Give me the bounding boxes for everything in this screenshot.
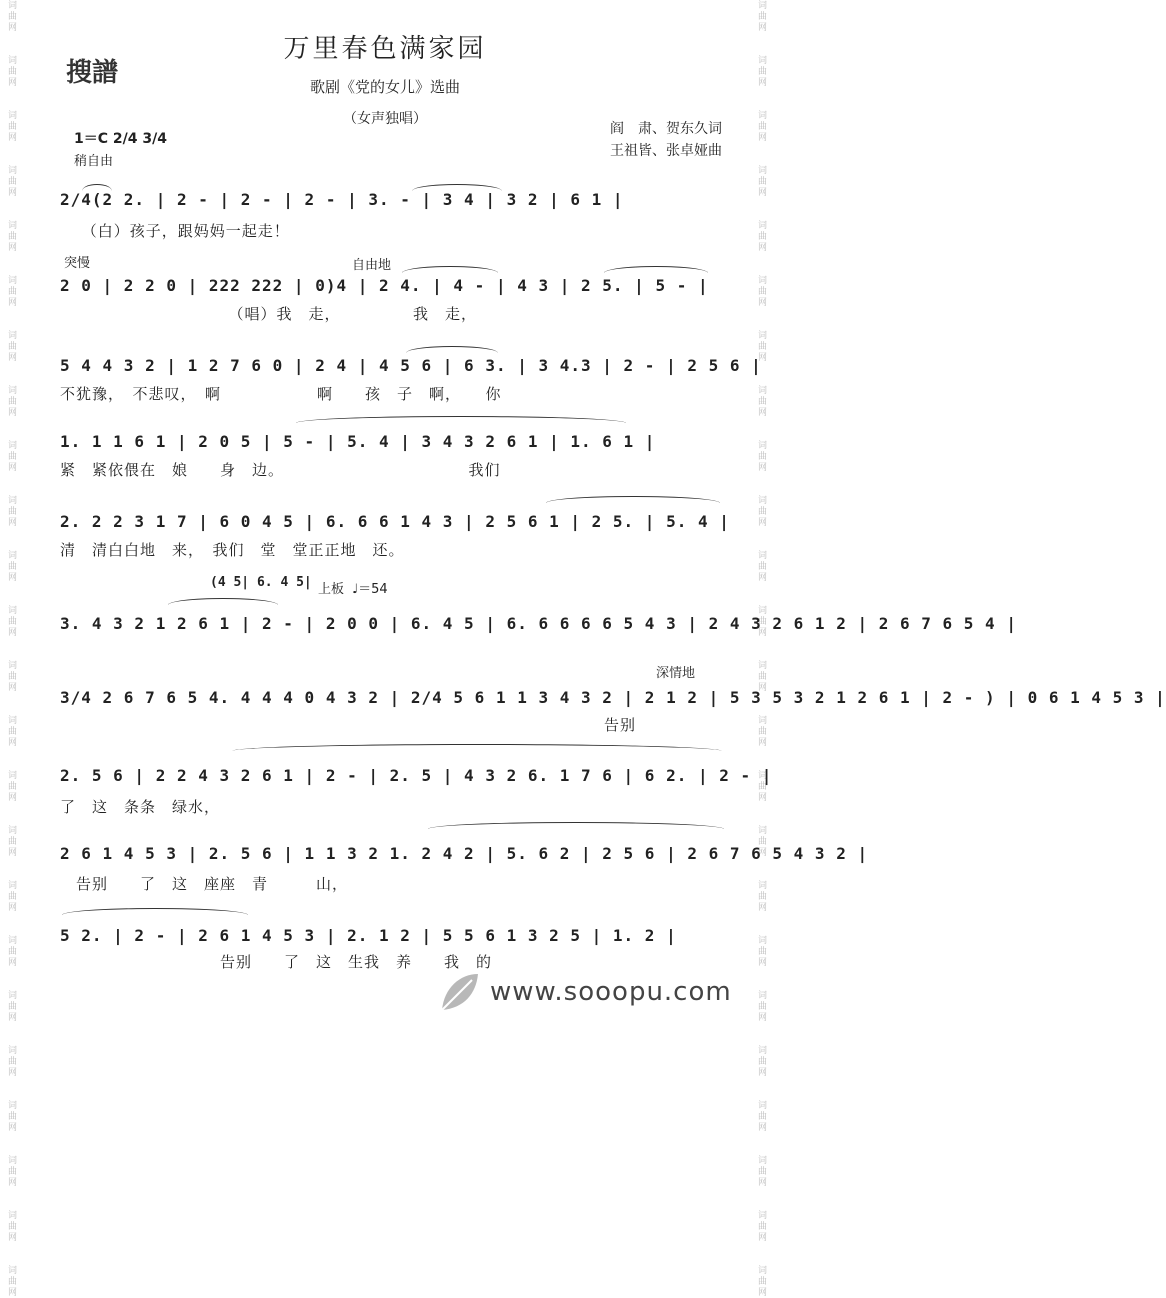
site-watermark — [438, 970, 732, 1014]
slur-mark — [546, 496, 720, 503]
score-row-8: 2. 5 6 | 2 2 4 3 2 6 1 | 2 - | 2. 5 | 4 3 2 6. 1 7 6 | 6 2. | 2 - | — [60, 766, 773, 785]
pre-notes: (4 5| 6. 4 5| — [210, 575, 312, 590]
slur-mark — [232, 744, 722, 751]
lyric-row-2: （唱）我 走， 我 走， — [60, 305, 478, 323]
slur-mark — [428, 822, 724, 829]
score-row-10: 5 2. | 2 - | 2 6 1 4 5 3 | 2. 1 2 | 5 5 6 1 3 2 5 | 1. 2 | — [60, 926, 677, 945]
lyric-row-8: 了 这 条条 绿水， — [60, 798, 221, 816]
slur-mark — [406, 346, 498, 353]
lyric-row-5: 清 清白白地 来， 我们 堂 堂正正地 还。 — [60, 541, 405, 559]
score-row-6: 3. 4 3 2 1 2 6 1 | 2 - | 2 0 0 | 6. 4 5 | 6. 6 6 6 6 5 4 3 | 2 4 3 2 6 1 2 | 2 6 7 6 5 4 | — [60, 614, 1017, 633]
key-signature: 1＝C 2/4 3/4 — [74, 131, 167, 147]
tempo-marking-1: 稍自由 — [74, 154, 114, 169]
score-row-7: 3/4 2 6 7 6 5 4. 4 4 4 0 4 3 2 | 2/4 5 6 1 1 3 4 3 2 | 2 1 2 | 5 3 5 3 2 1 2 6 1 | 2 - ) | 0 6 1 4 5 3 | — [60, 688, 1166, 707]
score-row-1: 2/4(2 2. | 2 - | 2 - | 2 - | 3. - | 3 4 | 3 2 | 6 1 | — [60, 190, 624, 209]
tempo-marking-3: 自由地 — [352, 258, 392, 273]
tempo-marking-5: 深情地 — [656, 666, 696, 681]
lyricist-credit: 阎 肃、贺东久词 — [610, 121, 722, 137]
side-watermark-right: 词曲网 词曲网 词曲网 词曲网 词曲网 词曲网 词曲网 词曲网 词曲网 词曲网 词曲网 词曲网 词曲网 词曲网 词曲网 词曲网 词曲网 词曲网 词曲网 词曲网 词曲网 词曲网 词曲网 词曲网 — [756, 0, 766, 1298]
performer-note: （女声独唱） — [343, 111, 427, 127]
watermark-url: www.sooopu.com — [490, 977, 732, 1007]
lyric-row-1: （白）孩子，跟妈妈一起走！ — [60, 222, 290, 240]
song-title: 万里春色满家园 — [283, 34, 487, 64]
slur-mark — [402, 266, 498, 273]
slur-mark — [604, 266, 708, 273]
tempo-marking-4: 上板 — [318, 582, 345, 597]
logo-text: 搜譜 — [66, 58, 119, 88]
lyric-row-10: 告别 了 这 生我 养 我 的 — [60, 953, 493, 971]
side-watermark-left: 词曲网 词曲网 词曲网 词曲网 词曲网 词曲网 词曲网 词曲网 词曲网 词曲网 词曲网 词曲网 词曲网 词曲网 词曲网 词曲网 词曲网 词曲网 词曲网 词曲网 词曲网 词曲网 词曲网 词曲网 — [6, 0, 16, 1298]
slur-mark — [412, 184, 502, 191]
score-row-5: 2. 2 2 3 1 7 | 6 0 4 5 | 6. 6 6 1 4 3 | 2 5 6 1 | 2 5. | 5. 4 | — [60, 512, 730, 531]
lyric-row-3: 不犹豫， 不悲叹， 啊 啊 孩 子 啊， 你 — [60, 385, 502, 403]
tempo-marking-4-bpm: ♩＝54 — [352, 582, 388, 597]
lyric-row-4: 紧 紧依偎在 娘 身 边。 我们 — [60, 461, 501, 479]
slur-mark — [296, 416, 626, 423]
score-row-4: 1. 1 1 6 1 | 2 0 5 | 5 - | 5. 4 | 3 4 3 2 6 1 | 1. 6 1 | — [60, 432, 656, 451]
score-row-2: 2 0 | 2 2 0 | 222 222 | 0)4 | 2 4. | 4 - | 4 3 | 2 5. | 5 - | — [60, 276, 709, 295]
score-row-3: 5 4 4 3 2 | 1 2 7 6 0 | 2 4 | 4 5 6 | 6 3. | 3 4.3 | 2 - | 2 5 6 | — [60, 356, 762, 375]
slur-mark — [62, 908, 248, 915]
lyric-row-9: 告别 了 这 座座 青 山， — [60, 875, 349, 893]
slur-mark — [168, 598, 278, 605]
lyric-row-7: 告别 — [60, 716, 637, 734]
composer-credit: 王祖皆、张卓娅曲 — [610, 143, 722, 159]
tempo-marking-2: 突慢 — [64, 256, 91, 271]
song-subtitle: 歌剧《党的女儿》选曲 — [309, 78, 460, 96]
leaf-icon — [438, 970, 482, 1014]
score-row-9: 2 6 1 4 5 3 | 2. 5 6 | 1 1 3 2 1. 2 4 2 | 5. 6 2 | 2 5 6 | 2 6 7 6 5 4 3 2 | — [60, 844, 869, 863]
slur-mark — [82, 184, 112, 191]
